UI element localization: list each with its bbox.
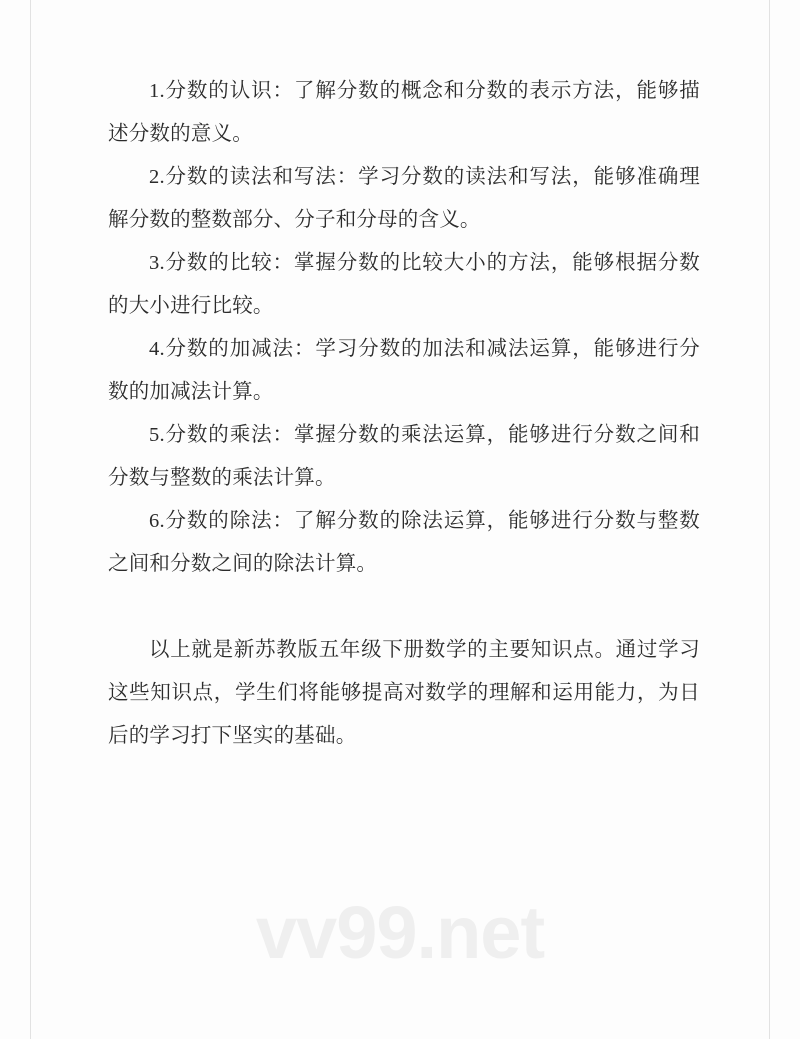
watermark: vv99.net [255,891,545,974]
paragraph-2: 2.分数的读法和写法：学习分数的读法和写法，能够准确理解分数的整数部分、分子和分母的含义。 [108,166,700,231]
page-edge-right [769,0,770,1039]
paragraph-summary: 以上就是新苏教版五年级下册数学的主要知识点。通过学习这些知识点，学生们将能够提高对数学的理解和运用能力，为日后的学习打下坚实的基础。 [108,639,700,747]
paragraph-4: 4.分数的加减法：学习分数的加法和减法运算，能够进行分数的加减法计算。 [108,338,700,403]
paragraph-6: 6.分数的除法：了解分数的除法运算，能够进行分数与整数之间和分数之间的除法计算。 [108,510,700,575]
paragraph-1: 1.分数的认识：了解分数的概念和分数的表示方法，能够描述分数的意义。 [108,80,700,145]
paragraph-3: 3.分数的比较：掌握分数的比较大小的方法，能够根据分数的大小进行比较。 [108,252,700,317]
page-edge-left [30,0,31,1039]
paragraph-5: 5.分数的乘法：掌握分数的乘法运算，能够进行分数之间和分数与整数的乘法计算。 [108,424,700,489]
paragraph-spacer [108,586,700,629]
document-body [108,70,700,758]
